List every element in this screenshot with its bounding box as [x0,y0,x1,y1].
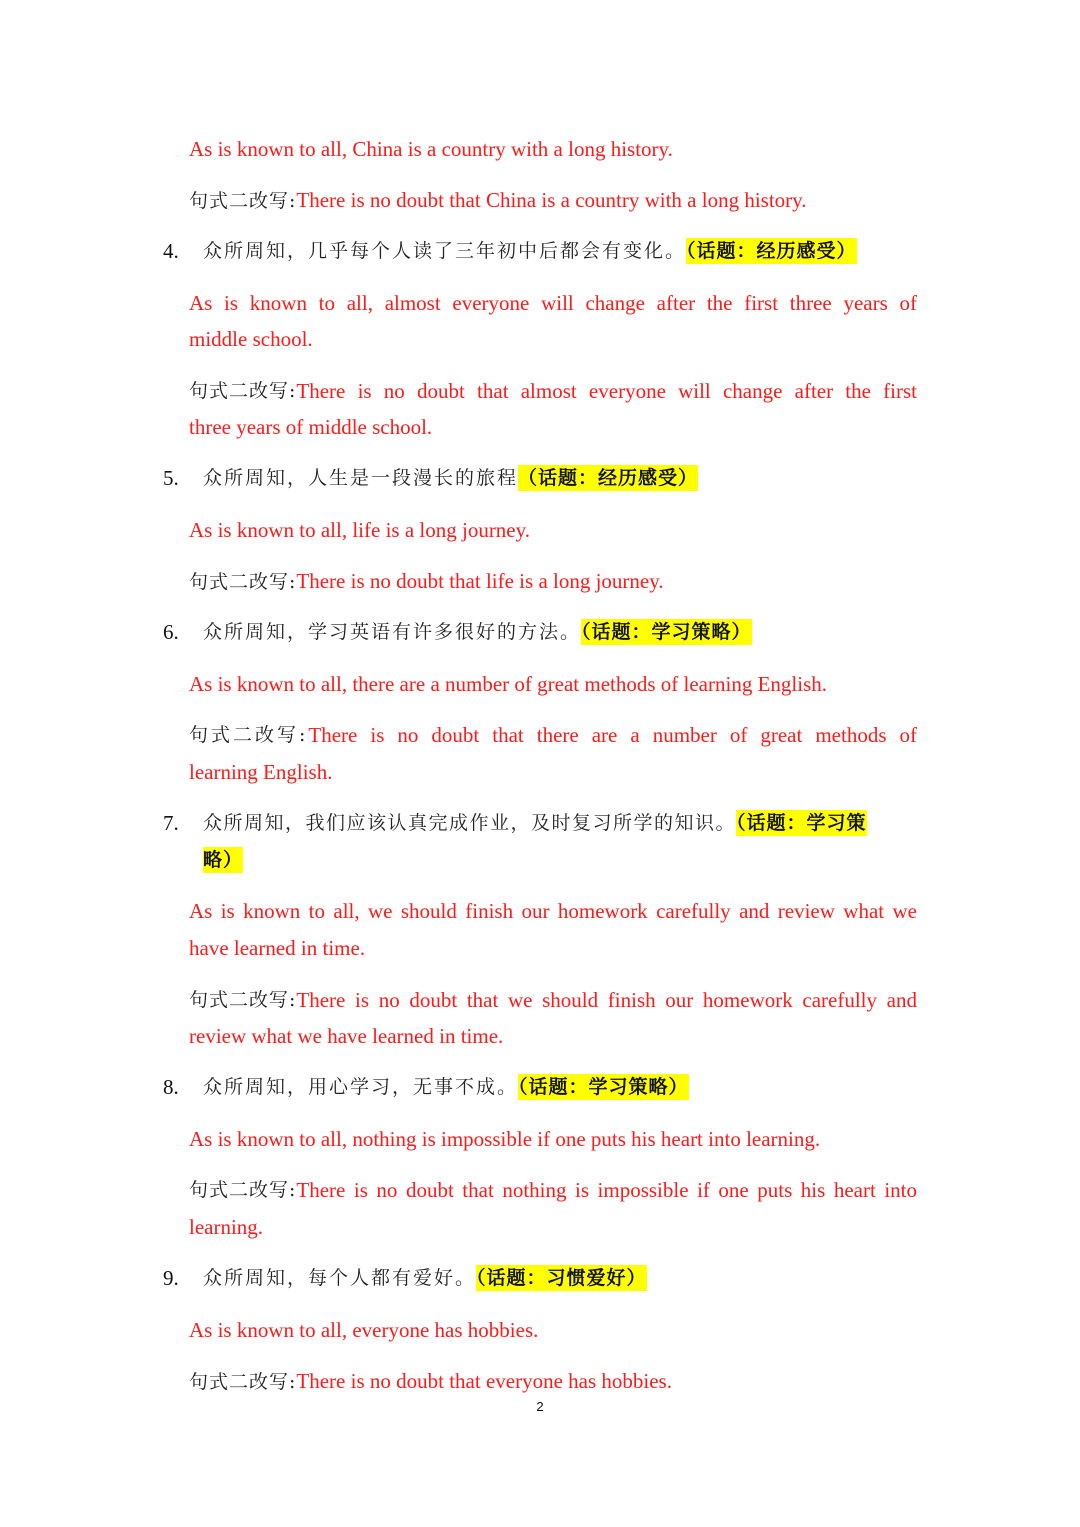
item-number: 4. [163,239,179,263]
chinese-sentence: 众所周知，我们应该认真完成作业，及时复习所学的知识。 [203,812,737,834]
topic-tag: （话题：习惯爱好） [476,1267,647,1289]
rewrite-sentence: There is no doubt that there are a number of great methods of [308,723,917,747]
topic-tag: （话题：学习策略） [518,1076,689,1098]
rewrite-sentence: There is no doubt that we should finish our homework carefully and [296,988,917,1012]
chinese-sentence: 众所周知，用心学习，无事不成。 [203,1076,519,1098]
rewrite-label: 句式二改写: [189,724,309,746]
rewrite-label: 句式二改写: [189,1179,297,1201]
page-number: 2 [536,1399,544,1414]
chinese-prompt-cont [203,842,917,879]
rewrite-sentence: There is no doubt that nothing is impossible if one puts his heart into [296,1178,917,1202]
chinese-prompt [203,233,917,270]
rewrite-line [189,982,917,1019]
english-sentence-cont: middle school. [189,327,313,351]
english-sentence: As is known to all, almost everyone will change after the first three years of [189,291,917,315]
english-sentence: As is known to all, everyone has hobbies. [189,1318,539,1342]
english-sentence: As is known to all, China is a country with a long history. [189,137,673,161]
rewrite-line [189,373,917,410]
rewrite-sentence-cont: three years of middle school. [189,415,433,439]
rewrite-sentence: There is no doubt that life is a long journey. [296,569,664,593]
chinese-sentence: 众所周知，学习英语有许多很好的方法。 [203,621,582,643]
topic-tag: （话题：学习策略） [581,621,752,643]
rewrite-sentence: There is no doubt that everyone has hobbies. [296,1369,672,1393]
item-number: 7. [163,811,179,835]
english-sentence-cont: have learned in time. [189,936,366,960]
chinese-sentence: 众所周知，几乎每个人读了三年初中后都会有变化。 [203,240,687,262]
rewrite-line [189,182,917,220]
english-sentence: As is known to all, nothing is impossible if one puts his heart into learning. [189,1127,821,1151]
rewrite-label: 句式二改写: [189,989,297,1011]
rewrite-label: 句式二改写: [189,380,297,402]
rewrite-label: 句式二改写: [189,571,297,593]
english-sentence: As is known to all, we should finish our homework carefully and review what we [189,899,917,923]
topic-tag-cont: 略） [203,849,244,871]
rewrite-sentence-cont: learning. [189,1215,264,1239]
chinese-prompt [203,614,917,651]
topic-tag: （话题：学习策 [736,812,867,834]
chinese-sentence: 众所周知，每个人都有爱好。 [203,1267,477,1289]
item-number: 6. [163,620,179,644]
rewrite-line [189,717,917,754]
topic-tag: （话题：经历感受） [518,467,699,489]
rewrite-sentence: There is no doubt that almost everyone will change after the first [296,379,917,403]
chinese-prompt [203,1260,917,1297]
rewrite-sentence: There is no doubt that China is a country with a long history. [296,188,807,212]
chinese-prompt [203,805,917,842]
rewrite-label: 句式二改写: [189,1371,297,1393]
item-number: 8. [163,1075,179,1099]
chinese-prompt [203,460,917,497]
english-sentence: As is known to all, life is a long journey. [189,518,531,542]
rewrite-sentence-cont: review what we have learned in time. [189,1024,504,1048]
chinese-prompt [203,1069,917,1106]
topic-tag: （话题：经历感受） [686,240,857,262]
rewrite-line [189,563,917,601]
item-number: 5. [163,466,179,490]
chinese-sentence: 众所周知，人生是一段漫长的旅程 [203,467,519,489]
rewrite-sentence-cont: learning English. [189,760,333,784]
rewrite-label: 句式二改写: [189,190,297,212]
english-sentence: As is known to all, there are a number of great methods of learning English. [189,672,827,696]
rewrite-line [189,1172,917,1209]
item-number: 9. [163,1266,179,1290]
rewrite-line [189,1363,917,1401]
